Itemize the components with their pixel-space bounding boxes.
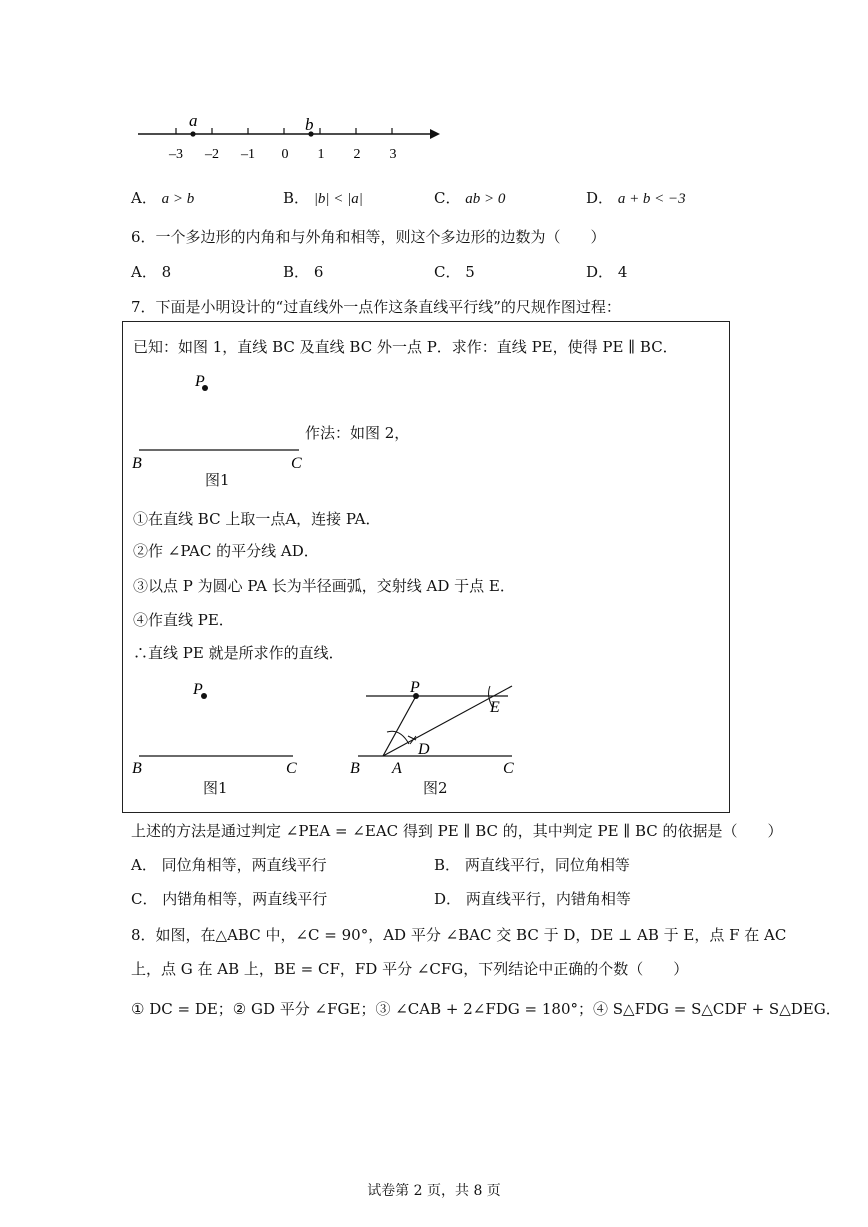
fig1-label-top: 图1: [205, 471, 230, 489]
svg-text:C: C: [503, 760, 514, 777]
q7-option-d[interactable]: D． 两直线平行，内错角相等: [434, 890, 631, 908]
page-footer: 试卷第 2 页，共 8 页: [367, 1183, 501, 1199]
number-line: [130, 110, 450, 170]
svg-text:P: P: [193, 681, 203, 698]
q7-step-3: ③以点 P 为圆心 PA 长为半径画弧，交射线 AD 于点 E．: [133, 577, 515, 595]
tick-label: –2: [205, 147, 219, 162]
tick-label: –3: [169, 147, 183, 162]
q5-option-a[interactable]: A． a > b: [131, 189, 195, 207]
q7-step-1: ①在直线 BC 上取一点A，连接 PA．: [133, 510, 381, 528]
q5-option-b[interactable]: B． |b| < |a|: [283, 189, 363, 207]
figure-2: [348, 672, 523, 782]
q8-line-1: 8．如图，在△ABC 中，∠C = 90°，AD 平分 ∠BAC 交 BC 于 D，DE ⊥ AB 于 E，点 F 在 AC: [131, 926, 787, 944]
q7-conclusion: ∴直线 PE 就是所求作的直线．: [133, 644, 344, 662]
q6-option-a[interactable]: A． 8: [131, 263, 172, 281]
q7-option-a[interactable]: A． 同位角相等，两直线平行: [131, 856, 327, 874]
q7-known: 已知：如图 1，直线 BC 及直线 BC 外一点 P．求作：直线 PE，使得 PE ∥ BC．: [133, 338, 678, 356]
tick-label: 0: [281, 147, 289, 162]
point-b-label: b: [305, 115, 314, 134]
svg-text:C: C: [286, 760, 297, 777]
point-a-label: a: [189, 111, 198, 130]
svg-text:E: E: [490, 699, 500, 716]
svg-text:A: A: [392, 760, 402, 777]
q6-option-c[interactable]: C． 5: [434, 263, 475, 281]
svg-text:B: B: [350, 760, 360, 777]
q7-method: 作法：如图 2，: [305, 424, 410, 442]
svg-text:B: B: [132, 760, 142, 777]
q8-line-2: 上，点 G 在 AB 上，BE = CF，FD 平分 ∠CFG，下列结论中正确的个数（ ）: [131, 960, 689, 978]
tick-label: –1: [241, 147, 255, 162]
q6-option-b[interactable]: B． 6: [283, 263, 324, 281]
q7-step-4: ④作直线 PE．: [133, 611, 234, 629]
point-a-dot: [190, 131, 195, 136]
q7-stem: 7．下面是小明设计的“过直线外一点作这条直线平行线”的尺规作图过程：: [131, 298, 621, 316]
svg-text:D: D: [418, 741, 430, 758]
q6-stem: 6．一个多边形的内角和与外角和相等，则这个多边形的边数为（ ）: [131, 228, 606, 246]
q5-option-c[interactable]: C． ab > 0: [434, 189, 506, 207]
q6-option-d[interactable]: D． 4: [586, 263, 628, 281]
svg-text:C: C: [291, 455, 302, 472]
tick-label: 1: [317, 147, 325, 162]
figure-1-bottom: [123, 672, 323, 782]
q5-option-d[interactable]: D． a + b < −3: [586, 189, 686, 207]
tick-label: 3: [389, 147, 397, 162]
q7-step-2: ②作 ∠PAC 的平分线 AD．: [133, 542, 319, 560]
svg-text:P: P: [410, 679, 420, 696]
fig1-label-bottom: 图1: [203, 779, 228, 797]
q7-construction-box: [122, 321, 730, 813]
q7-question: 上述的方法是通过判定 ∠PEA = ∠EAC 得到 PE ∥ BC 的，其中判定 PE ∥ BC 的依据是（ ）: [131, 822, 783, 840]
q7-option-b[interactable]: B． 两直线平行，同位角相等: [434, 856, 630, 874]
fig2-label: 图2: [423, 779, 448, 797]
svg-text:P: P: [195, 373, 205, 390]
svg-text:B: B: [132, 455, 142, 472]
q7-option-c[interactable]: C． 内错角相等，两直线平行: [131, 890, 328, 908]
tick-label: 2: [353, 147, 361, 162]
q8-statements: ① DC = DE；② GD 平分 ∠FGE；③ ∠CAB + 2∠FDG = 180°；④ S△FDG = S△CDF + S△DEG．: [131, 1000, 841, 1018]
